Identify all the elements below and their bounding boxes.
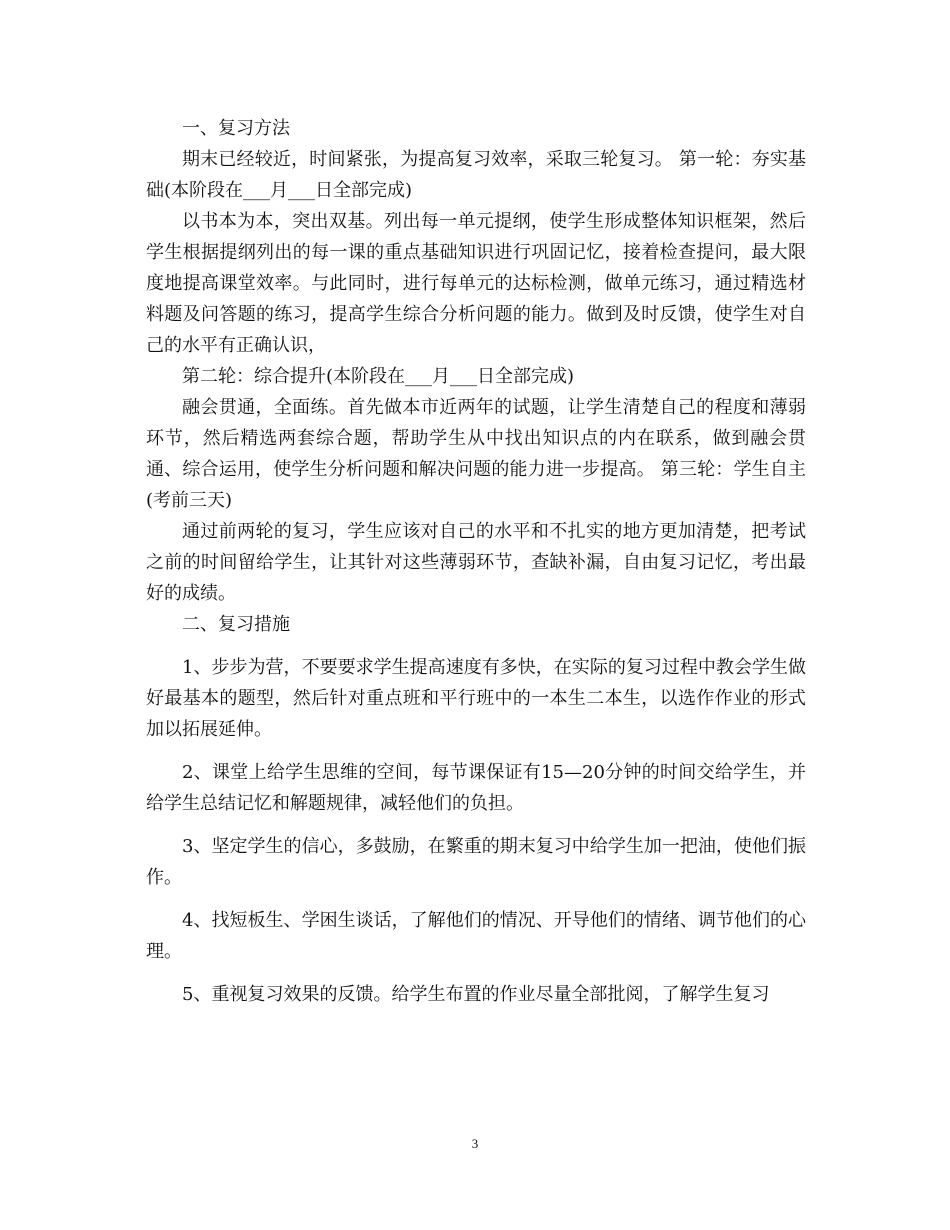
measure-item-2: 2、课堂上给学生思维的空间，每节课保证有15—20分钟的时间交给学生，并给学生总结记忆和解题规律，减轻他们的负担。 [146,762,806,814]
paragraph-round-two: 第二轮：综合提升(本阶段在___月___日全部完成) [182,366,575,387]
page-number: 3 [471,1136,479,1151]
measure-item-5: 5、重视复习效果的反馈。给学生布置的作业尽量全部批阅，了解学生复习 [182,984,770,1005]
measure-item-4: 4、找短板生、学困生谈话，了解他们的情况、开导他们的情绪、调节他们的心理。 [146,910,806,962]
heading-review-measures: 二、复习措施 [182,614,290,635]
heading-review-methods: 一、复习方法 [182,118,290,139]
measure-item-1: 1、步步为营，不要要求学生提高速度有多快，在实际的复习过程中教会学生做好最基本的题型，然后针对重点班和平行班中的一本生二本生，以选作作业的形式加以拓展延伸。 [146,657,806,740]
paragraph-round-one: 期末已经较近，时间紧张，为提高复习效率，采取三轮复习。 第一轮：夯实基础(本阶段在___月___日全部完成) [146,149,806,201]
measure-item-3: 3、坚定学生的信心，多鼓励，在繁重的期末复习中给学生加一把油，使他们振作。 [146,836,806,888]
paragraph-round-two-detail: 融会贯通，全面练。首先做本市近两年的试题，让学生清楚自己的程度和薄弱环节，然后精选两套综合题，帮助学生从中找出知识点的内在联系，做到融会贯通、综合运用，使学生分析问题和解决问题的能力进一步提高。 第三轮：学生自主(考前三天) [146,397,806,511]
document-body [146,113,806,1010]
paragraph-round-one-detail: 以书本为本，突出双基。列出每一单元提纲，使学生形成整体知识框架，然后学生根据提纲列出的每一课的重点基础知识进行巩固记忆，接着检查提问，最大限度地提高课堂效率。与此同时，进行每单元的达标检测，做单元练习，通过精选材料题及问答题的练习，提高学生综合分析问题的能力。做到及时反馈，使学生对自己的水平有正确认识， [146,211,806,356]
paragraph-round-three-detail: 通过前两轮的复习，学生应该对自己的水平和不扎实的地方更加清楚，把考试之前的时间留给学生，让其针对这些薄弱环节，查缺补漏，自由复习记忆，考出最好的成绩。 [146,521,806,604]
